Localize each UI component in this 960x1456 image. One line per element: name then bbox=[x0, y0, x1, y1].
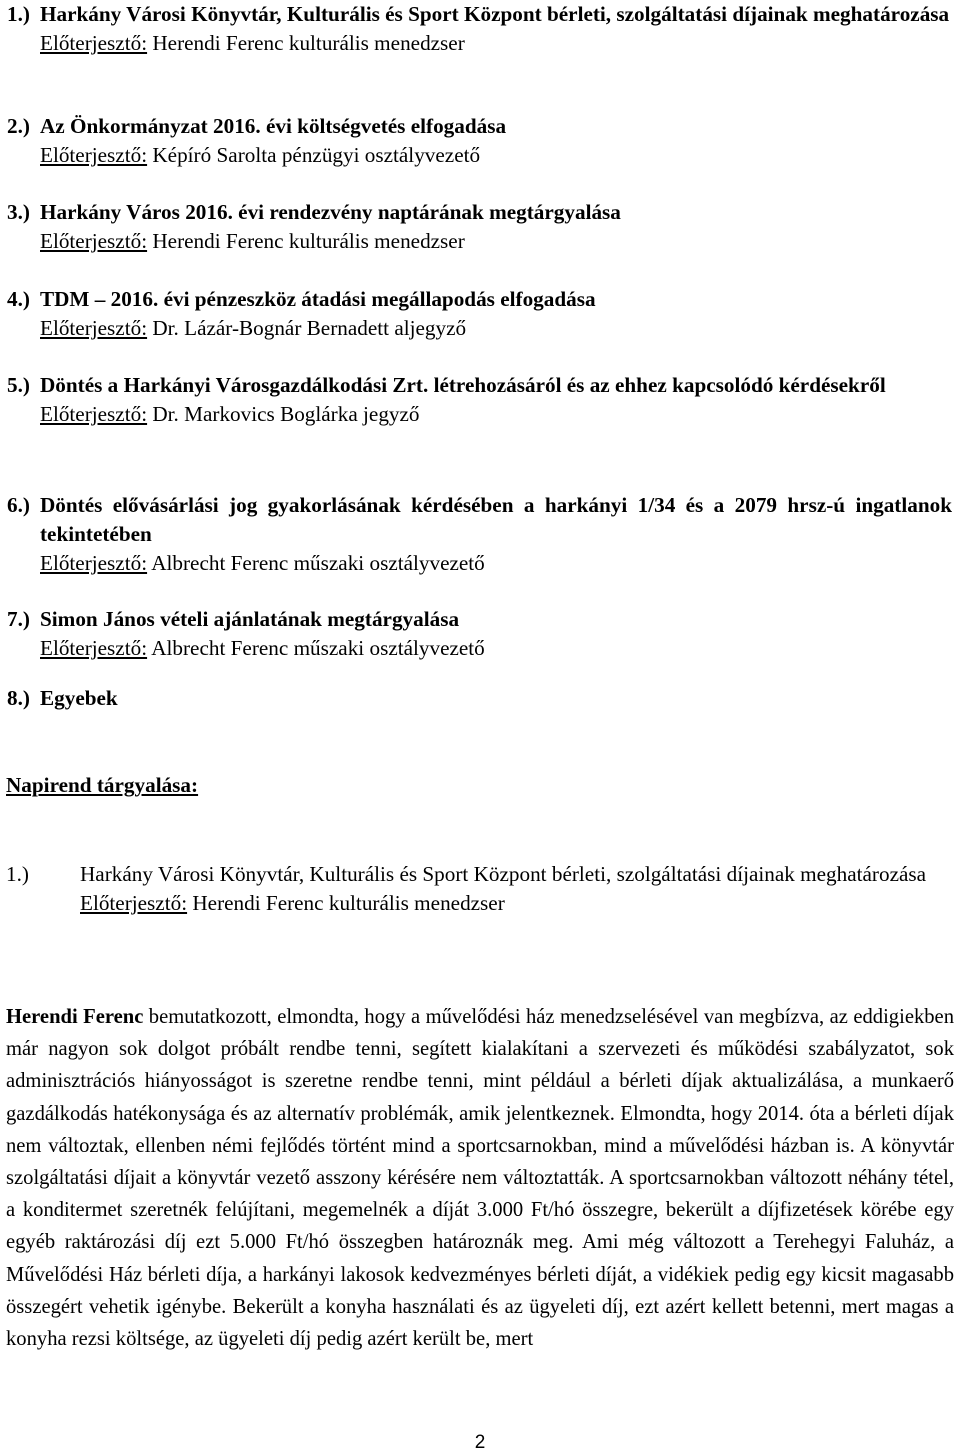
agenda-title: Döntés elővásárlási jog gyakorlásának kérdésében a harkányi 1/34 és a 2079 hrsz-ú ingatlanok tekintetében bbox=[40, 493, 952, 546]
agenda-item-6 bbox=[7, 491, 952, 578]
section-heading: Napirend tárgyalása: bbox=[6, 773, 199, 797]
presenter-line bbox=[40, 549, 952, 578]
agenda-item-2 bbox=[7, 112, 952, 170]
body-paragraph bbox=[6, 1001, 954, 1355]
agenda-item-3 bbox=[7, 198, 952, 256]
paragraph-text: bemutatkozott, elmondta, hogy a művelődési ház menedzselésével van megbízva, az eddigiekben már nagyon sok dolgot próbált rendbe tenni, segített kialakítani a szervezeti és működési szabályzatot, sok adminisztrációs hiányosságot is szeretne rendbe tenni, mint például a bérleti díjak aktualizálása, a munkaerő gazdálkodás hatékonysága és az alternatív problémák, amik jelentkeznek. Elmondta, hogy 2014. óta a bérleti díjak nem változtak, ellenben némi fejlődés történt mind a sportcsarnokban, mind a művelődési házban is. A könyvtár szolgáltatási díjait a könyvtár vezető asszony kérésére nem változtatták. A sportcsarnokban változott néhány tétel, a konditermet szeretnék felújítani, megemelnék a díját 3.000 Ft/hó összegre, bekerült a díjfizetések körébe egy egyéb raktározási díj ezt 5.000 Ft/hó összegben határoznák meg. Ami még változott a Terehegyi Faluház, a Művelődési Ház bérleti díja, a harkányi lakosok kedvezményes bérleti díját, a vidékiek pedig egy kicsit magasabb összegért vehetik igénybe. Bekerült a konyha használati és az ügyeleti díj, ezt azért kellett betenni, mert magas a konyha rezsi költsége, az ügyeleti díj pedig azért került be, mert bbox=[6, 1006, 954, 1351]
presenter-name: Herendi Ferenc kulturális menedzser bbox=[147, 229, 465, 253]
presenter-name: Dr. Markovics Boglárka jegyző bbox=[147, 402, 420, 426]
agenda-title: Harkány Városi Könyvtár, Kulturális és Sport Központ bérleti, szolgáltatási díjainak meghatározása bbox=[40, 2, 950, 26]
speaker-name: Herendi Ferenc bbox=[6, 1006, 144, 1028]
presenter-name: Albrecht Ferenc műszaki osztályvezető bbox=[147, 636, 485, 660]
agenda-title: Simon János vételi ajánlatának megtárgyalása bbox=[40, 607, 460, 631]
agenda-title: Döntés a Harkányi Városgazdálkodási Zrt. létrehozásáról és az ehhez kapcsolódó kérdésekről bbox=[40, 373, 886, 397]
agenda-item-1 bbox=[7, 0, 952, 58]
page-number: 2 bbox=[474, 1432, 486, 1453]
presenter-line bbox=[80, 889, 954, 918]
agenda-number: 2.) bbox=[7, 114, 30, 138]
agenda-number: 7.) bbox=[7, 607, 30, 631]
presenter-label: Előterjesztő: bbox=[40, 143, 148, 167]
presenter-label: Előterjesztő: bbox=[40, 636, 148, 660]
presenter-label: Előterjesztő: bbox=[40, 316, 148, 340]
discussion-item-1 bbox=[6, 860, 954, 918]
presenter-line bbox=[40, 400, 952, 429]
agenda-number: 6.) bbox=[7, 493, 30, 517]
presenter-label: Előterjesztő: bbox=[40, 31, 148, 55]
presenter-name: Dr. Lázár-Bognár Bernadett aljegyző bbox=[147, 316, 467, 340]
presenter-line bbox=[40, 634, 952, 663]
presenter-name: Képíró Sarolta pénzügyi osztályvezető bbox=[147, 143, 481, 167]
presenter-name: Herendi Ferenc kulturális menedzser bbox=[147, 31, 465, 55]
presenter-line bbox=[40, 227, 952, 256]
presenter-label: Előterjesztő: bbox=[80, 891, 188, 915]
presenter-label: Előterjesztő: bbox=[40, 551, 148, 575]
agenda-number: 8.) bbox=[7, 686, 30, 710]
agenda-number: 3.) bbox=[7, 200, 30, 224]
presenter-label: Előterjesztő: bbox=[40, 402, 148, 426]
agenda-number: 1.) bbox=[7, 2, 30, 26]
agenda-title: Az Önkormányzat 2016. évi költségvetés elfogadása bbox=[40, 114, 507, 138]
agenda-item-7 bbox=[7, 605, 952, 663]
presenter-line bbox=[40, 141, 952, 170]
presenter-line bbox=[40, 29, 952, 58]
agenda-item-5 bbox=[7, 371, 952, 429]
agenda-item-4 bbox=[7, 285, 952, 343]
agenda-item-8 bbox=[7, 684, 952, 713]
discussion-number: 1.) bbox=[6, 862, 29, 886]
presenter-line bbox=[40, 314, 952, 343]
agenda-number: 4.) bbox=[7, 287, 30, 311]
presenter-label: Előterjesztő: bbox=[40, 229, 148, 253]
agenda-title: TDM – 2016. évi pénzeszköz átadási megállapodás elfogadása bbox=[40, 287, 596, 311]
discussion-title: Harkány Városi Könyvtár, Kulturális és Sport Központ bérleti, szolgáltatási díjainak meghatározása bbox=[80, 862, 927, 886]
agenda-number: 5.) bbox=[7, 373, 30, 397]
presenter-name: Herendi Ferenc kulturális menedzser bbox=[187, 891, 505, 915]
agenda-title: Harkány Város 2016. évi rendezvény naptárának megtárgyalása bbox=[40, 200, 621, 224]
presenter-name: Albrecht Ferenc műszaki osztályvezető bbox=[147, 551, 485, 575]
agenda-title: Egyebek bbox=[40, 686, 118, 710]
